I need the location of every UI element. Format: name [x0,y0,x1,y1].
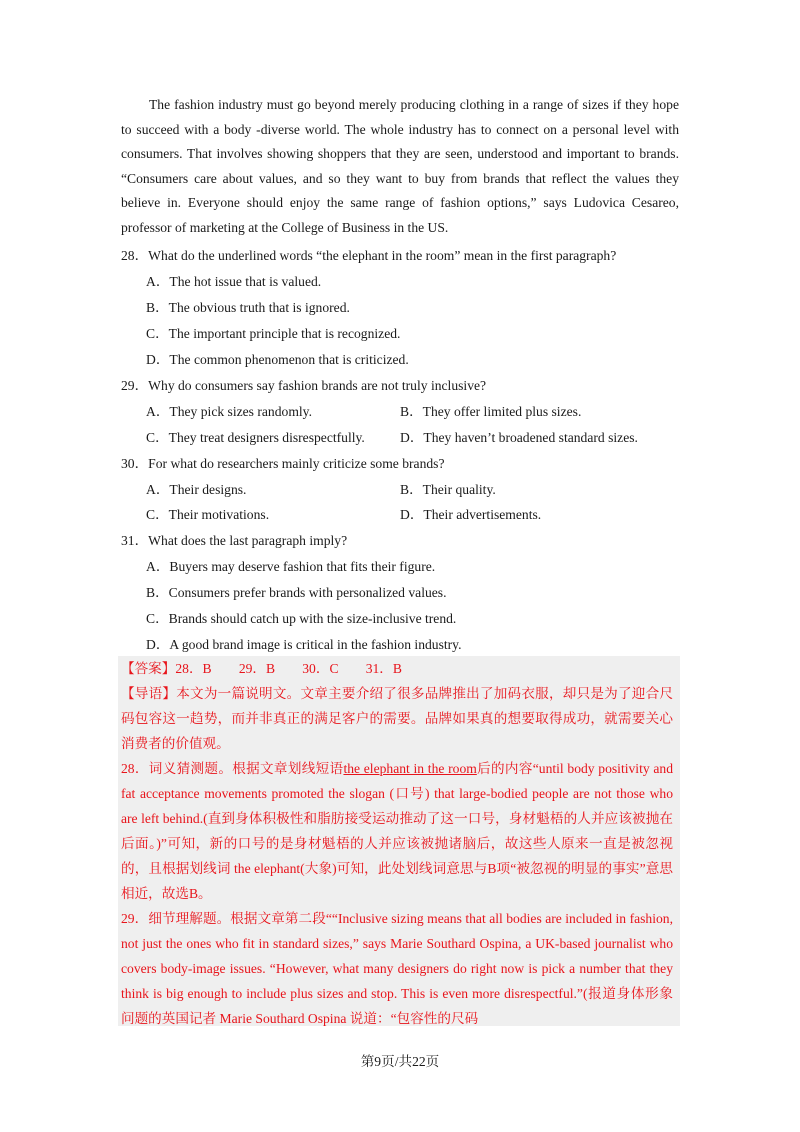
answer-key: 【答案】28．B 29．B 30．C 31．B [121,661,402,676]
explanation-28-post: 后的内容“until body positivity and fat acceptance movements promoted the slogan (口号) that large-bodied people are not those who are left behind.(直到身体积极性和脂肪接受运动推动了这一口号，身材魁梧的人并应该被抛在后面。)”可知，新的口号的是身材魁梧的人并应该被抛诸脑后，故这些人原来一直是被忽视的，且根据划线词 the elephant(大象)可知，此处划线词意思与B项“被忽视的明显的事实”意思相近，故选B。 [121,761,673,901]
question-30-stem: 30．For what do researchers mainly criticize some brands? [121,456,445,471]
explanation-28 [121,756,673,906]
question-31-option-a: A．Buyers may deserve fashion that fits their figure. [146,559,436,574]
question-29-option-d: D．They haven’t broadened standard sizes. [400,430,638,445]
question-29-option-b: B．They offer limited plus sizes. [400,404,582,419]
question-30-option-b: B．Their quality. [400,482,496,497]
question-28-option-d: D．The common phenomenon that is criticized. [146,352,409,367]
question-29-option-a: A．They pick sizes randomly. [146,404,312,419]
question-31-option-d: D．A good brand image is critical in the fashion industry. [146,637,462,652]
explanation-28-underlined-phrase: the elephant in the room [343,761,477,776]
question-29-option-c: C．They treat designers disrespectfully. [146,430,365,445]
question-30-option-c: C．Their motivations. [146,507,270,522]
question-30-option-a: A．Their designs. [146,482,247,497]
explanation-28-pre: 28．词义猜测题。根据文章划线短语 [121,761,344,776]
question-29-stem: 29．Why do consumers say fashion brands are not truly inclusive? [121,378,487,393]
question-31-stem: 31．What does the last paragraph imply? [121,533,348,548]
question-28-option-a: A．The hot issue that is valued. [146,274,322,289]
question-30-option-d: D．Their advertisements. [400,507,542,522]
question-28-option-c: C．The important principle that is recognized. [146,326,401,341]
question-28-stem: 28．What do the underlined words “the elephant in the room” mean in the first paragraph? [121,248,617,263]
question-31-option-b: B．Consumers prefer brands with personalized values. [146,585,447,600]
question-31-option-c: C．Brands should catch up with the size-inclusive trend. [146,611,457,626]
explanation-29: 29．细节理解题。根据文章第二段““Inclusive sizing means that all bodies are included in fashion, not just the ones who fit in standard sizes,” says Marie Southard Ospina, a UK-based journalist who covers body-image issues. “However, what many designers do right now is pick a number that they think is big enough to include plus sizes and stop. This is even more disrespectful.”(报道身体形象问题的英国记者 Marie Southard Ospina 说道：“包容性的尺码 [121,911,673,1026]
passage-paragraph: The fashion industry must go beyond merely producing clothing in a range of sizes if they hope to succeed with a body -diverse world. The whole industry has to connect on a personal level with consumers. That involves showing shoppers that they are seen, understood and important to brands. “Consumers care about values, and so they want to buy from brands that reflect the values they believe in. Everyone should enjoy the same range of fashion options,” says Ludovica Cesareo, professor of marketing at the College of Business in the US. [121,97,679,235]
guide-text: 【导语】本文为一篇说明文。文章主要介绍了很多品牌推出了加码衣服，却只是为了迎合尺码包容这一趋势，而并非真正的满足客户的需要。品牌如果真的想要取得成功，就需要关心消费者的价值观。 [121,686,673,751]
page-number: 第9页/共22页 [360,1054,440,1069]
question-28-option-b: B．The obvious truth that is ignored. [146,300,350,315]
